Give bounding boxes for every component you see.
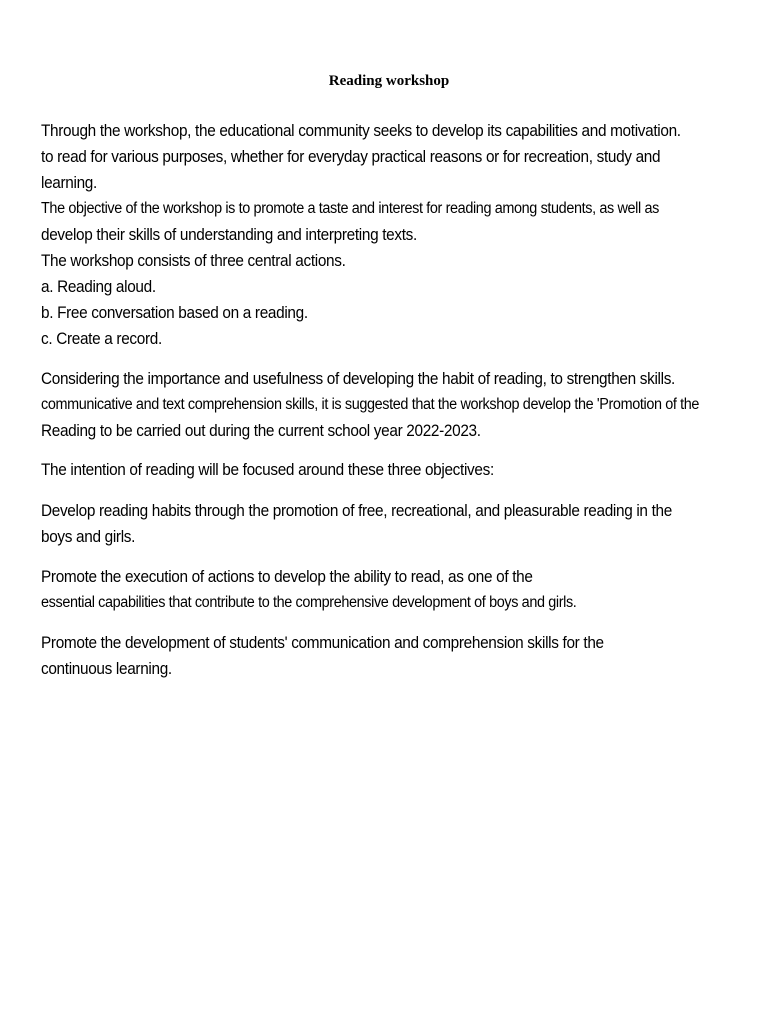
objective-1-line: Develop reading habits through the promotion of free, recreational, and pleasurable reading in the (41, 502, 672, 520)
intro-line: Through the workshop, the educational community seeks to develop its capabilities and motivation. (41, 122, 681, 140)
objective-statement-line: develop their skills of understanding and interpreting texts. (41, 226, 417, 244)
considering-line: Reading to be carried out during the current school year 2022-2023. (41, 422, 481, 440)
objective-2-line: essential capabilities that contribute to the comprehensive development of boys and girls. (41, 594, 577, 611)
intro-paragraph (41, 118, 692, 352)
considering-line: communicative and text comprehension skills, it is suggested that the workshop develop the 'Promotion of the (41, 396, 700, 413)
intention-paragraph (41, 457, 692, 483)
objective-3-line: Promote the development of students' communication and comprehension skills for the (41, 634, 604, 652)
objective-1-line: boys and girls. (41, 528, 136, 546)
objective-statement-line: The objective of the workshop is to promote a taste and interest for reading among students, as well as (41, 200, 659, 217)
objective-2-paragraph (41, 564, 692, 616)
objective-1-paragraph (41, 498, 692, 550)
intention-line: The intention of reading will be focused around these three objectives: (41, 461, 494, 479)
objective-2-line: Promote the execution of actions to develop the ability to read, as one of the (41, 568, 533, 586)
considering-line: Considering the importance and usefulness of developing the habit of reading, to strengthen skills. (41, 370, 675, 388)
intro-line: to read for various purposes, whether for everyday practical reasons or for recreation, study and (41, 148, 661, 166)
actions-heading: The workshop consists of three central actions. (41, 252, 346, 270)
action-item-a: a. Reading aloud. (41, 278, 156, 296)
considering-paragraph (41, 366, 700, 444)
action-item-c: c. Create a record. (41, 330, 162, 348)
objective-3-line: continuous learning. (41, 660, 172, 678)
document-title: Reading workshop (328, 73, 450, 89)
objective-3-paragraph (41, 630, 692, 682)
intro-line: learning. (41, 174, 97, 192)
action-item-b: b. Free conversation based on a reading. (41, 304, 308, 322)
